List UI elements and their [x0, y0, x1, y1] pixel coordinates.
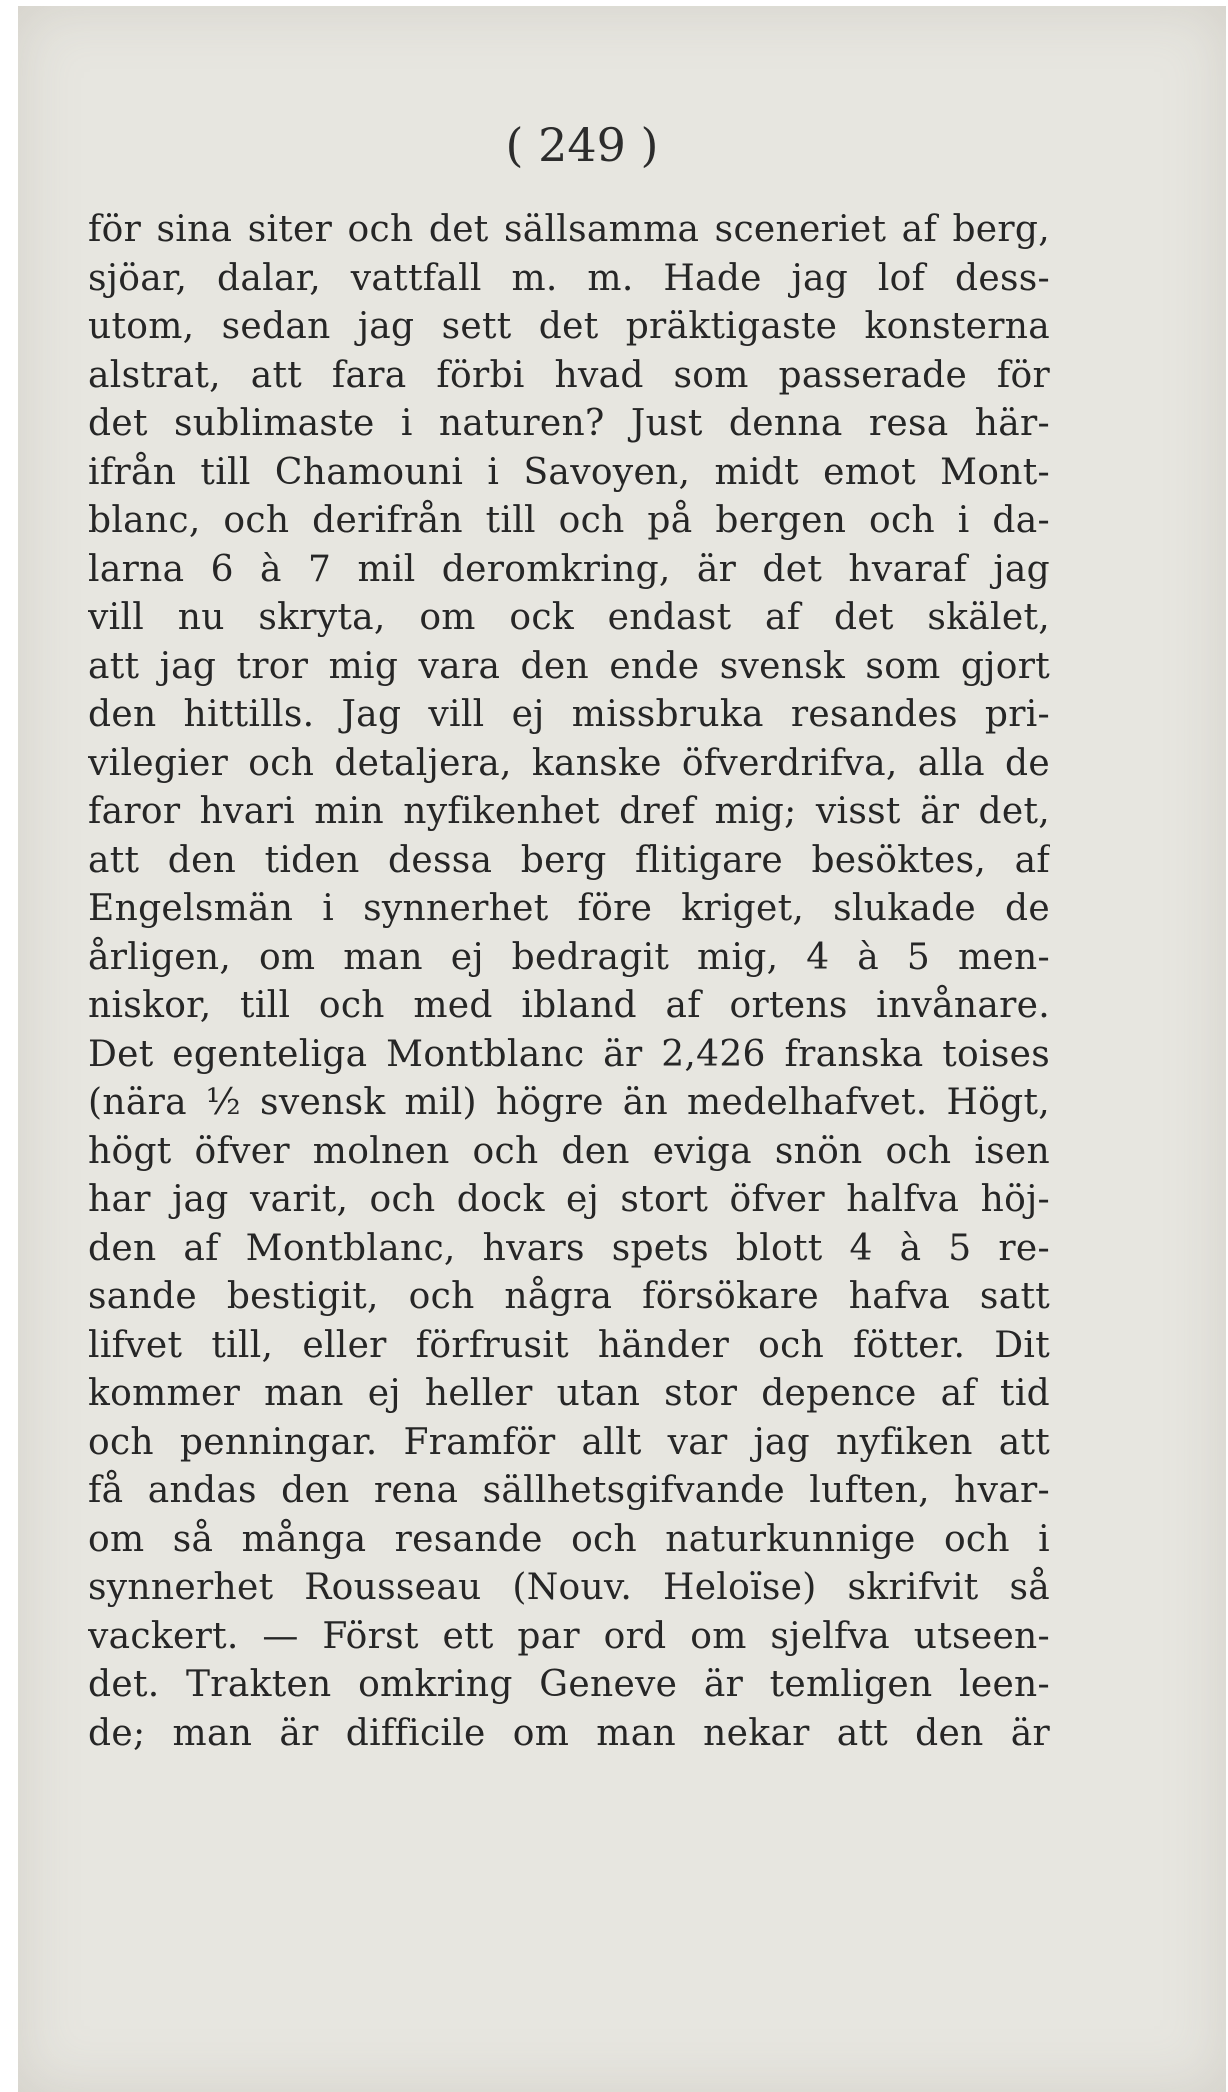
text-line: det. Trakten omkring Geneve är temligen leen-: [88, 1664, 1050, 1705]
text-line: utom, sedan jag sett det präktigaste konsterna: [88, 306, 1050, 347]
text-line: vilegier och detaljera, kanske öfverdrifva, alla de: [88, 742, 1050, 784]
text-line: faror hvari min nyfikenhet dref mig; visst är det,: [88, 791, 1050, 832]
text-line: sande bestigit, och några försökare hafva satt: [88, 1276, 1050, 1317]
text-line: den hittills. Jag vill ej missbruka resandes pri-: [88, 694, 1050, 735]
text-line: vackert. — Först ett par ord om sjelfva utseen-: [88, 1615, 1050, 1657]
text-line: ifrån till Chamouni i Savoyen, midt emot Mont-: [88, 451, 1050, 493]
text-line: att jag tror mig vara den ende svensk som gjort: [88, 645, 1050, 687]
text-line: vill nu skryta, om ock endast af det skälet,: [88, 597, 1050, 638]
text-line: högt öfver molnen och den eviga snön och isen: [88, 1130, 1050, 1172]
text-line: Det egenteliga Montblanc är 2,426 franska toises: [88, 1033, 1050, 1075]
text-line: kommer man ej heller utan stor depence af tid: [88, 1373, 1050, 1414]
text-line: synnerhet Rousseau (Nouv. Heloïse) skrifvit så: [88, 1567, 1050, 1608]
text-line: larna 6 à 7 mil deromkring, är det hvaraf jag: [88, 548, 1050, 590]
text-line: det sublimaste i naturen? Just denna resa här-: [88, 403, 1050, 444]
text-line: och penningar. Framför allt var jag nyfiken att: [88, 1421, 1050, 1463]
text-line: (nära ½ svensk mil) högre än medelhafvet. Högt,: [88, 1082, 1050, 1123]
body-text: [88, 206, 1050, 1758]
text-line: alstrat, att fara förbi hvad som passerade för: [88, 354, 1050, 396]
text-line: lifvet till, eller förfrusit händer och fötter. Dit: [88, 1324, 1050, 1366]
text-line: sjöar, dalar, vattfall m. m. Hade jag lof dess-: [88, 257, 1050, 299]
text-line: Engelsmän i synnerhet före kriget, slukade de: [88, 888, 1050, 929]
text-line: få andas den rena sällhetsgifvande luften, hvar-: [88, 1470, 1050, 1511]
text-line: de; man är difficile om man nekar att den är: [88, 1712, 1050, 1754]
text-line: årligen, om man ej bedragit mig, 4 à 5 men-: [88, 936, 1050, 978]
text-line: den af Montblanc, hvars spets blott 4 à 5 re-: [88, 1227, 1050, 1269]
text-line: niskor, till och med ibland af ortens invånare.: [88, 985, 1050, 1026]
text-line: om så många resande och naturkunnige och i: [88, 1518, 1050, 1560]
text-line: har jag varit, och dock ej stort öfver halfva höj-: [88, 1179, 1050, 1220]
page-number: ( 249 ): [505, 118, 659, 172]
text-line: blanc, och derifrån till och på bergen och i da-: [88, 500, 1050, 541]
book-page: [18, 6, 1226, 2092]
text-line: att den tiden dessa berg flitigare besöktes, af: [88, 839, 1050, 881]
text-line: för sina siter och det sällsamma sceneriet af berg,: [88, 209, 1050, 250]
